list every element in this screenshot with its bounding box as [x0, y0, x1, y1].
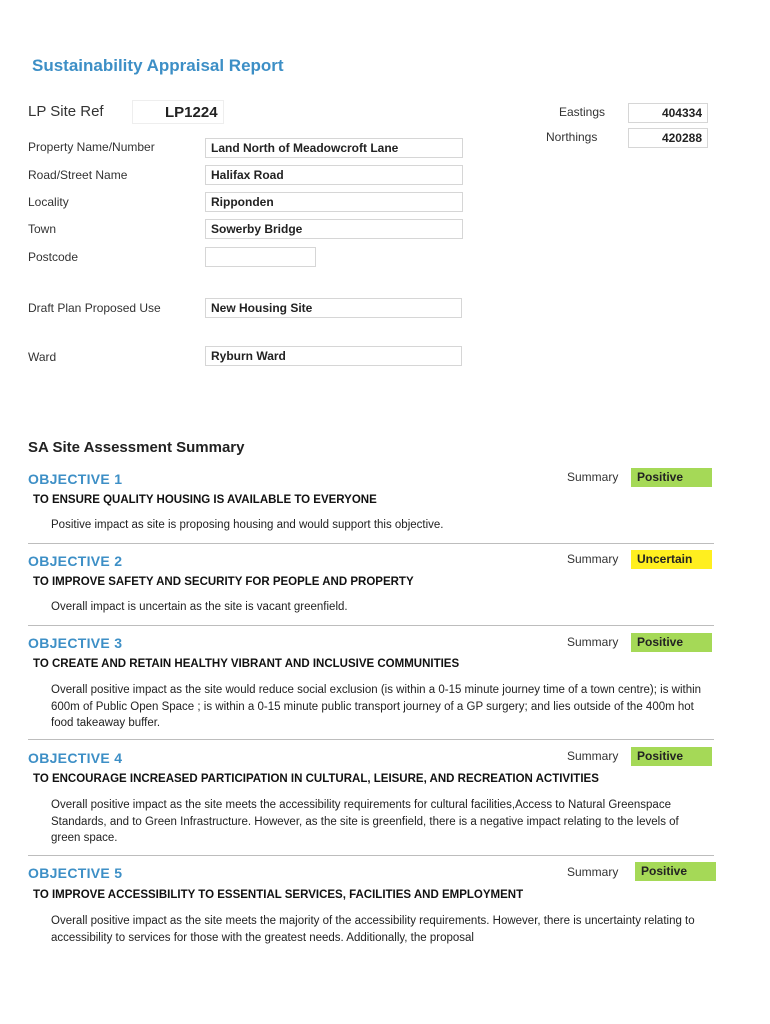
objective-5-title: OBJECTIVE 5: [28, 865, 123, 881]
ward-label: Ward: [28, 350, 57, 364]
objective-1-text: Positive impact as site is proposing housing and would support this objective.: [51, 519, 444, 531]
assessment-summary-title: SA Site Assessment Summary: [28, 439, 245, 456]
objective-3-text: Overall positive impact as the site would reduce social exclusion (is within a 0-15 minute journey time of a town centre); is within 600m of Public Open Space ; is within a 0-15 minute public transport journey of a GP surgery; and lies outside of the 400m hot food takeaway buffer.: [51, 684, 702, 729]
objective-5-summary-label: Summary: [567, 865, 619, 879]
northings-label: Northings: [546, 130, 598, 144]
objective-divider: [28, 739, 714, 740]
road-field: Halifax Road: [205, 165, 463, 185]
objective-divider: [28, 855, 714, 856]
property-field: Land North of Meadowcroft Lane: [205, 138, 463, 158]
objective-2-summary-label: Summary: [567, 552, 619, 566]
road-label: Road/Street Name: [28, 168, 128, 182]
objective-5-heading: TO IMPROVE ACCESSIBILITY TO ESSENTIAL SERVICES, FACILITIES AND EMPLOYMENT: [33, 889, 524, 901]
site-ref-value: LP1224: [132, 100, 224, 124]
locality-field: Ripponden: [205, 192, 463, 212]
report-title: Sustainability Appraisal Report: [32, 56, 284, 75]
postcode-field: [205, 247, 316, 267]
town-field: Sowerby Bridge: [205, 219, 463, 239]
eastings-value: 404334: [628, 103, 708, 123]
objective-3-heading: TO CREATE AND RETAIN HEALTHY VIBRANT AND INCLUSIVE COMMUNITIES: [33, 658, 460, 670]
objective-3-rating-badge: Positive: [631, 633, 712, 652]
objective-2-text: Overall impact is uncertain as the site is vacant greenfield.: [51, 601, 348, 613]
objective-5-rating-badge: Positive: [635, 862, 716, 881]
objective-1-rating-badge: Positive: [631, 468, 712, 487]
objective-2-heading: TO IMPROVE SAFETY AND SECURITY FOR PEOPLE AND PROPERTY: [33, 576, 414, 588]
ward-field: Ryburn Ward: [205, 346, 462, 366]
proposed-use-label: Draft Plan Proposed Use: [28, 301, 161, 315]
objective-divider: [28, 625, 714, 626]
objective-2-rating-badge: Uncertain: [631, 550, 712, 569]
proposed-use-field: New Housing Site: [205, 298, 462, 318]
objective-4-summary-label: Summary: [567, 749, 619, 763]
objective-4-title: OBJECTIVE 4: [28, 750, 123, 766]
objective-2-title: OBJECTIVE 2: [28, 553, 123, 569]
postcode-label: Postcode: [28, 250, 79, 264]
objective-1-summary-label: Summary: [567, 470, 619, 484]
objective-3-summary-label: Summary: [567, 635, 619, 649]
objective-1-heading: TO ENSURE QUALITY HOUSING IS AVAILABLE TO EVERYONE: [33, 494, 377, 506]
locality-label: Locality: [28, 195, 69, 209]
objective-5-text: Overall positive impact as the site meets the majority of the accessibility requirements. However, there is uncertainty relating to accessibility to services for those with the greatest needs. Additionally, the proposal: [51, 915, 695, 944]
objective-3-title: OBJECTIVE 3: [28, 635, 123, 651]
site-ref-label: LP Site Ref: [28, 103, 104, 120]
town-label: Town: [28, 222, 57, 236]
objective-4-rating-badge: Positive: [631, 747, 712, 766]
northings-value: 420288: [628, 128, 708, 148]
objective-4-heading: TO ENCOURAGE INCREASED PARTICIPATION IN CULTURAL, LEISURE, AND RECREATION ACTIVITIES: [33, 773, 599, 785]
objective-4-text: Overall positive impact as the site meets the accessibility requirements for cultural facilities,Access to Natural Greenspace Standards, and to Green Infrastructure. However, as the site is greenfield, there is a negative impact relating to the levels of green space.: [51, 799, 679, 844]
objective-1-title: OBJECTIVE 1: [28, 471, 123, 487]
objective-divider: [28, 543, 714, 544]
property-label: Property Name/Number: [28, 140, 155, 154]
eastings-label: Eastings: [559, 105, 606, 119]
